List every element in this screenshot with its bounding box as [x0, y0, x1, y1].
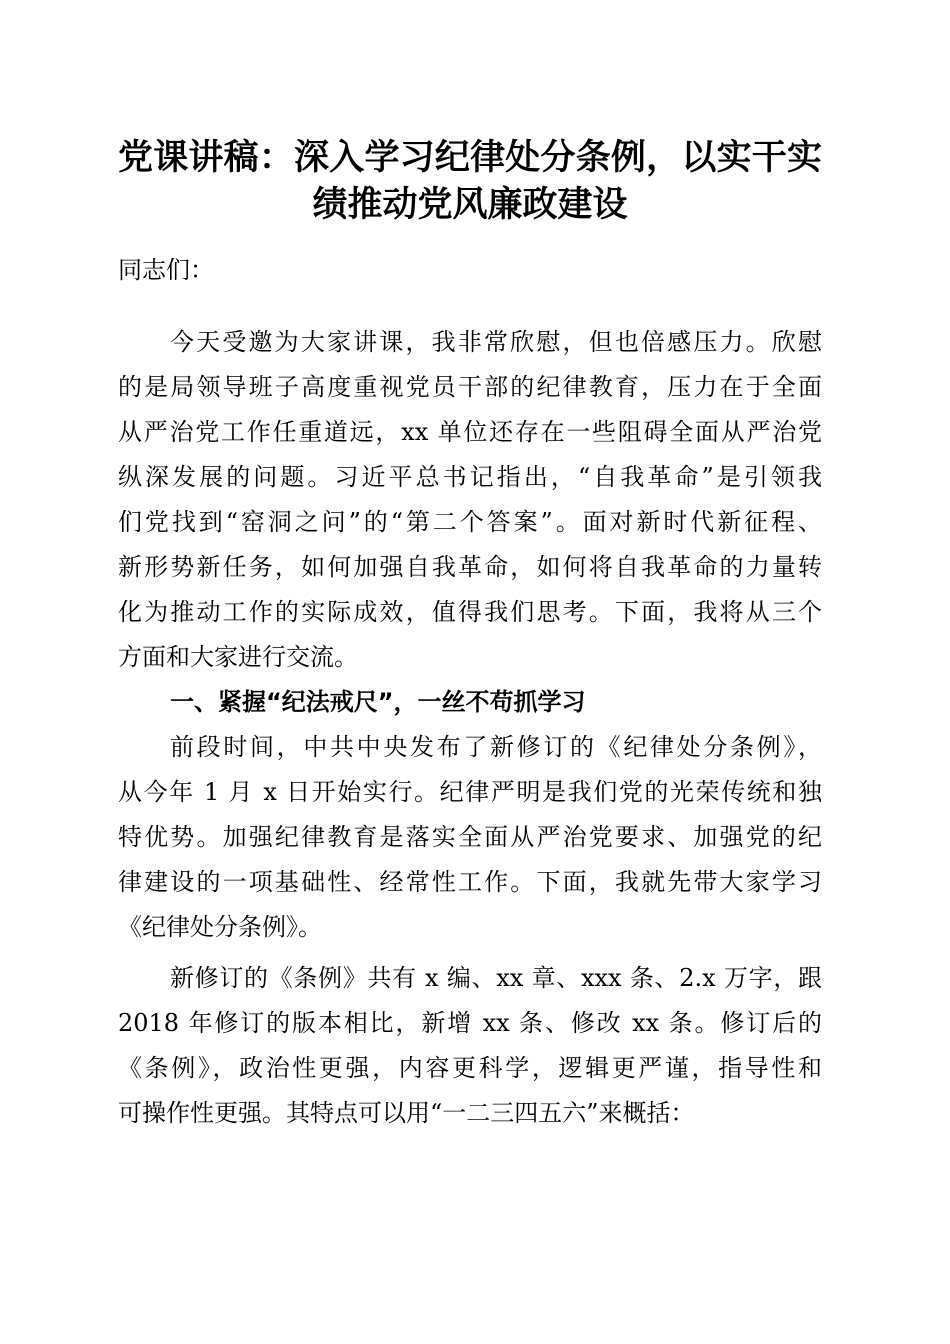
text-line: 们党找到“窑洞之问”的“第二个答案”。面对新时代新征程、	[118, 508, 822, 536]
text-line: 方面和大家进行交流。	[118, 643, 358, 671]
text-line: 从今年 1 月 x 日开始实行。纪律严明是我们党的光荣传统和独	[118, 778, 822, 806]
text-line: 《纪律处分条例》。	[118, 913, 322, 941]
title-line-2: 绩推动党风廉政建设	[312, 184, 628, 225]
text-line: 化为推动工作的实际成效，值得我们思考。下面，我将从三个	[118, 598, 822, 626]
paragraph-regulation-release	[118, 725, 822, 950]
document-page	[118, 134, 822, 1136]
text-line: 律建设的一项基础性、经常性工作。下面，我就先带大家学习	[118, 868, 822, 896]
text-line: 今天受邀为大家讲课，我非常欣慰，但也倍感压力。欣慰	[170, 328, 822, 356]
text-line: 《条例》，政治性更强，内容更科学，逻辑更严谨，指导性和	[118, 1054, 822, 1082]
section-heading: 一、紧握“纪法戒尺”，一丝不苟抓学习	[170, 688, 586, 716]
text-line: 可操作性更强。其特点可以用“一二三四五六”来概括：	[118, 1099, 695, 1127]
text-line: 特优势。加强纪律教育是落实全面从严治党要求、加强党的纪	[118, 823, 822, 851]
paragraph-regulation-features	[118, 956, 822, 1136]
text-line: 从严治党工作任重道远，xx 单位还存在一些阻碍全面从严治党	[118, 418, 822, 446]
text-line: 新形势新任务，如何加强自我革命，如何将自我革命的力量转	[118, 553, 822, 581]
text-line: 新修订的《条例》共有 x 编、xx 章、xxx 条、2.x 万字，跟	[170, 964, 822, 992]
title-line-1: 党课讲稿：深入学习纪律处分条例，以实干实	[118, 137, 822, 178]
text-line: 的是局领导班子高度重视党员干部的纪律教育，压力在于全面	[118, 373, 822, 401]
paragraph-intro	[118, 320, 822, 680]
text-line: 前段时间，中共中央发布了新修订的《纪律处分条例》，	[170, 733, 822, 761]
text-line: 2018 年修订的版本相比，新增 xx 条、修改 xx 条。修订后的	[118, 1009, 822, 1037]
document-title	[118, 134, 822, 228]
greeting: 同志们：	[118, 256, 214, 284]
text-line: 纵深发展的问题。习近平总书记指出，“自我革命”是引领我	[118, 463, 822, 491]
